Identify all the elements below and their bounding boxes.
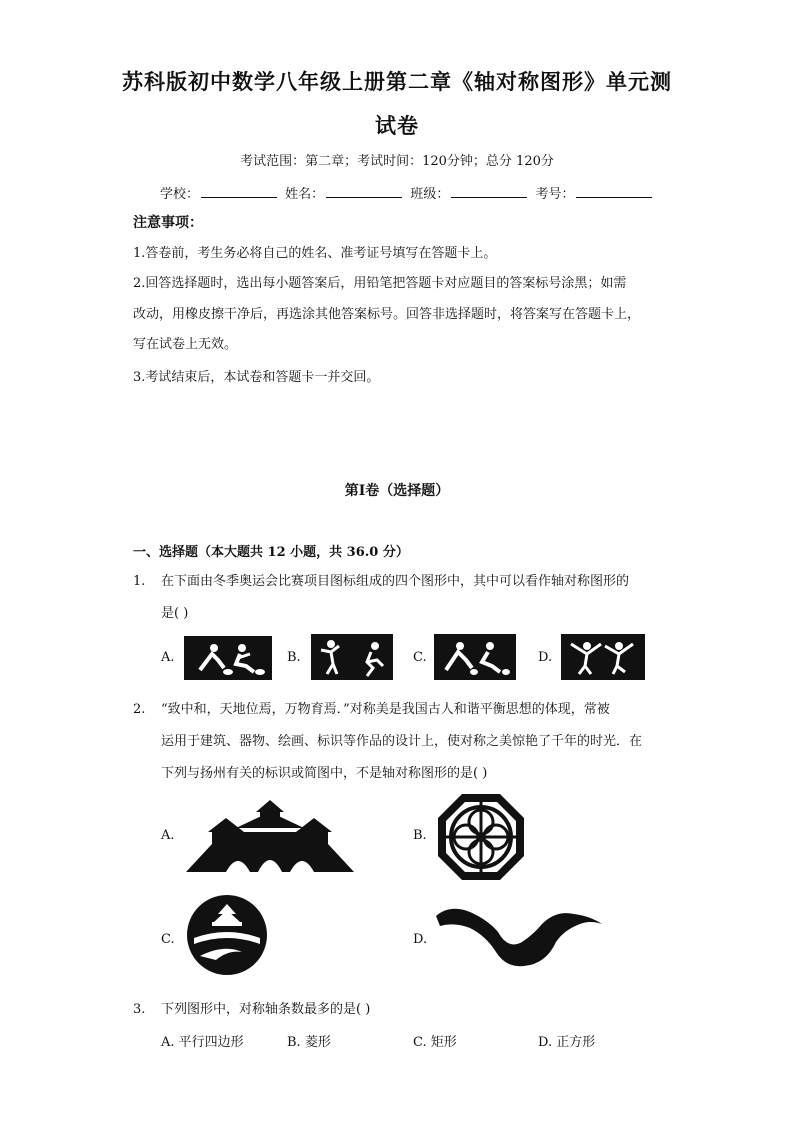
q1-option-c-label[interactable]: C. bbox=[413, 650, 427, 665]
question-number: 3. bbox=[133, 1002, 146, 1017]
section-title: 第Ⅰ卷（选择题） bbox=[344, 483, 450, 499]
q2-option-a-pavilion-icon[interactable] bbox=[186, 798, 354, 872]
q3-option-d[interactable]: D. 正方形 bbox=[538, 1035, 596, 1050]
field-examno-label: 考号： bbox=[535, 187, 575, 202]
q1-option-a-label[interactable]: A. bbox=[161, 650, 175, 665]
field-name-blank[interactable] bbox=[326, 185, 402, 198]
field-name-label: 姓名： bbox=[285, 187, 325, 202]
question-text-line3: 下列与扬州有关的标识或简图中，不是轴对称图形的是( ) bbox=[161, 766, 488, 781]
q2-option-a-label[interactable]: A. bbox=[161, 828, 175, 843]
q1-option-b-label[interactable]: B. bbox=[287, 650, 301, 665]
q3-option-c[interactable]: C. 矩形 bbox=[413, 1035, 457, 1050]
question-text-line1: 下列图形中，对称轴条数最多的是( ) bbox=[161, 1002, 371, 1017]
student-fields bbox=[160, 183, 656, 202]
q2-option-d-river-shape-icon[interactable] bbox=[434, 902, 604, 972]
field-school-blank[interactable] bbox=[201, 185, 277, 198]
q2-option-c-emblem-icon[interactable] bbox=[184, 892, 270, 978]
q1-option-d-label[interactable]: D. bbox=[538, 650, 553, 665]
field-class-label: 班级： bbox=[410, 187, 450, 202]
notice-item-2-line2: 改动，用橡皮擦干净后，再选涂其他答案标号。回答非选择题时，将答案写在答题卡上， bbox=[133, 307, 641, 322]
exam-title-line2: 试卷 bbox=[375, 113, 419, 138]
field-school-label: 学校： bbox=[160, 187, 200, 202]
question-number: 1. bbox=[133, 574, 146, 589]
exam-info: 考试范围：第二章；考试时间：120分钟；总分 120分 bbox=[240, 154, 554, 169]
q3-option-a[interactable]: A. 平行四边形 bbox=[161, 1035, 244, 1050]
q2-option-d-label[interactable]: D. bbox=[413, 932, 428, 947]
q1-option-c-curling-icon[interactable] bbox=[434, 634, 516, 680]
field-examno-blank[interactable] bbox=[576, 185, 652, 198]
notice-heading: 注意事项： bbox=[133, 215, 203, 231]
question-category: 一、选择题（本大题共 12 小题，共 36.0 分） bbox=[133, 545, 409, 560]
question-text-line1: 在下面由冬季奥运会比赛项目图标组成的四个图形中，其中可以看作轴对称图形的 bbox=[161, 574, 630, 589]
q2-option-c-label[interactable]: C. bbox=[161, 932, 175, 947]
notice-item-2-line3: 写在试卷上无效。 bbox=[133, 337, 238, 352]
notice-item-1: 1.答卷前，考生务必将自己的姓名、准考证号填写在答题卡上。 bbox=[133, 246, 497, 261]
q3-option-b[interactable]: B. 菱形 bbox=[287, 1035, 331, 1050]
question-number: 2. bbox=[133, 702, 146, 717]
question-text-line1: “致中和，天地位焉，万物育焉．”对称美是我国古人和谐平衡思想的体现，常被 bbox=[161, 702, 610, 717]
q2-option-b-octagon-window-icon[interactable] bbox=[436, 792, 526, 882]
notice-item-3: 3.考试结束后，本试卷和答题卡一并交回。 bbox=[133, 370, 380, 385]
q1-option-d-skating-icon[interactable] bbox=[561, 634, 645, 680]
notice-item-2-line1: 2.回答选择题时，选出每小题答案后，用铅笔把答题卡对应题目的答案标号涂黑；如需 bbox=[133, 276, 627, 291]
field-class-blank[interactable] bbox=[451, 185, 527, 198]
question-text-line2: 是( ) bbox=[161, 606, 189, 621]
question-text-line2: 运用于建筑、器物、绘画、标识等作品的设计上，使对称之美惊艳了千年的时光．在 bbox=[161, 734, 643, 749]
q2-option-b-label[interactable]: B. bbox=[413, 828, 427, 843]
q1-option-a-curling-icon[interactable] bbox=[184, 636, 272, 680]
q1-option-b-figure-icon[interactable] bbox=[311, 634, 393, 680]
exam-title-line1: 苏科版初中数学八年级上册第二章《轴对称图形》单元测 bbox=[122, 69, 672, 94]
